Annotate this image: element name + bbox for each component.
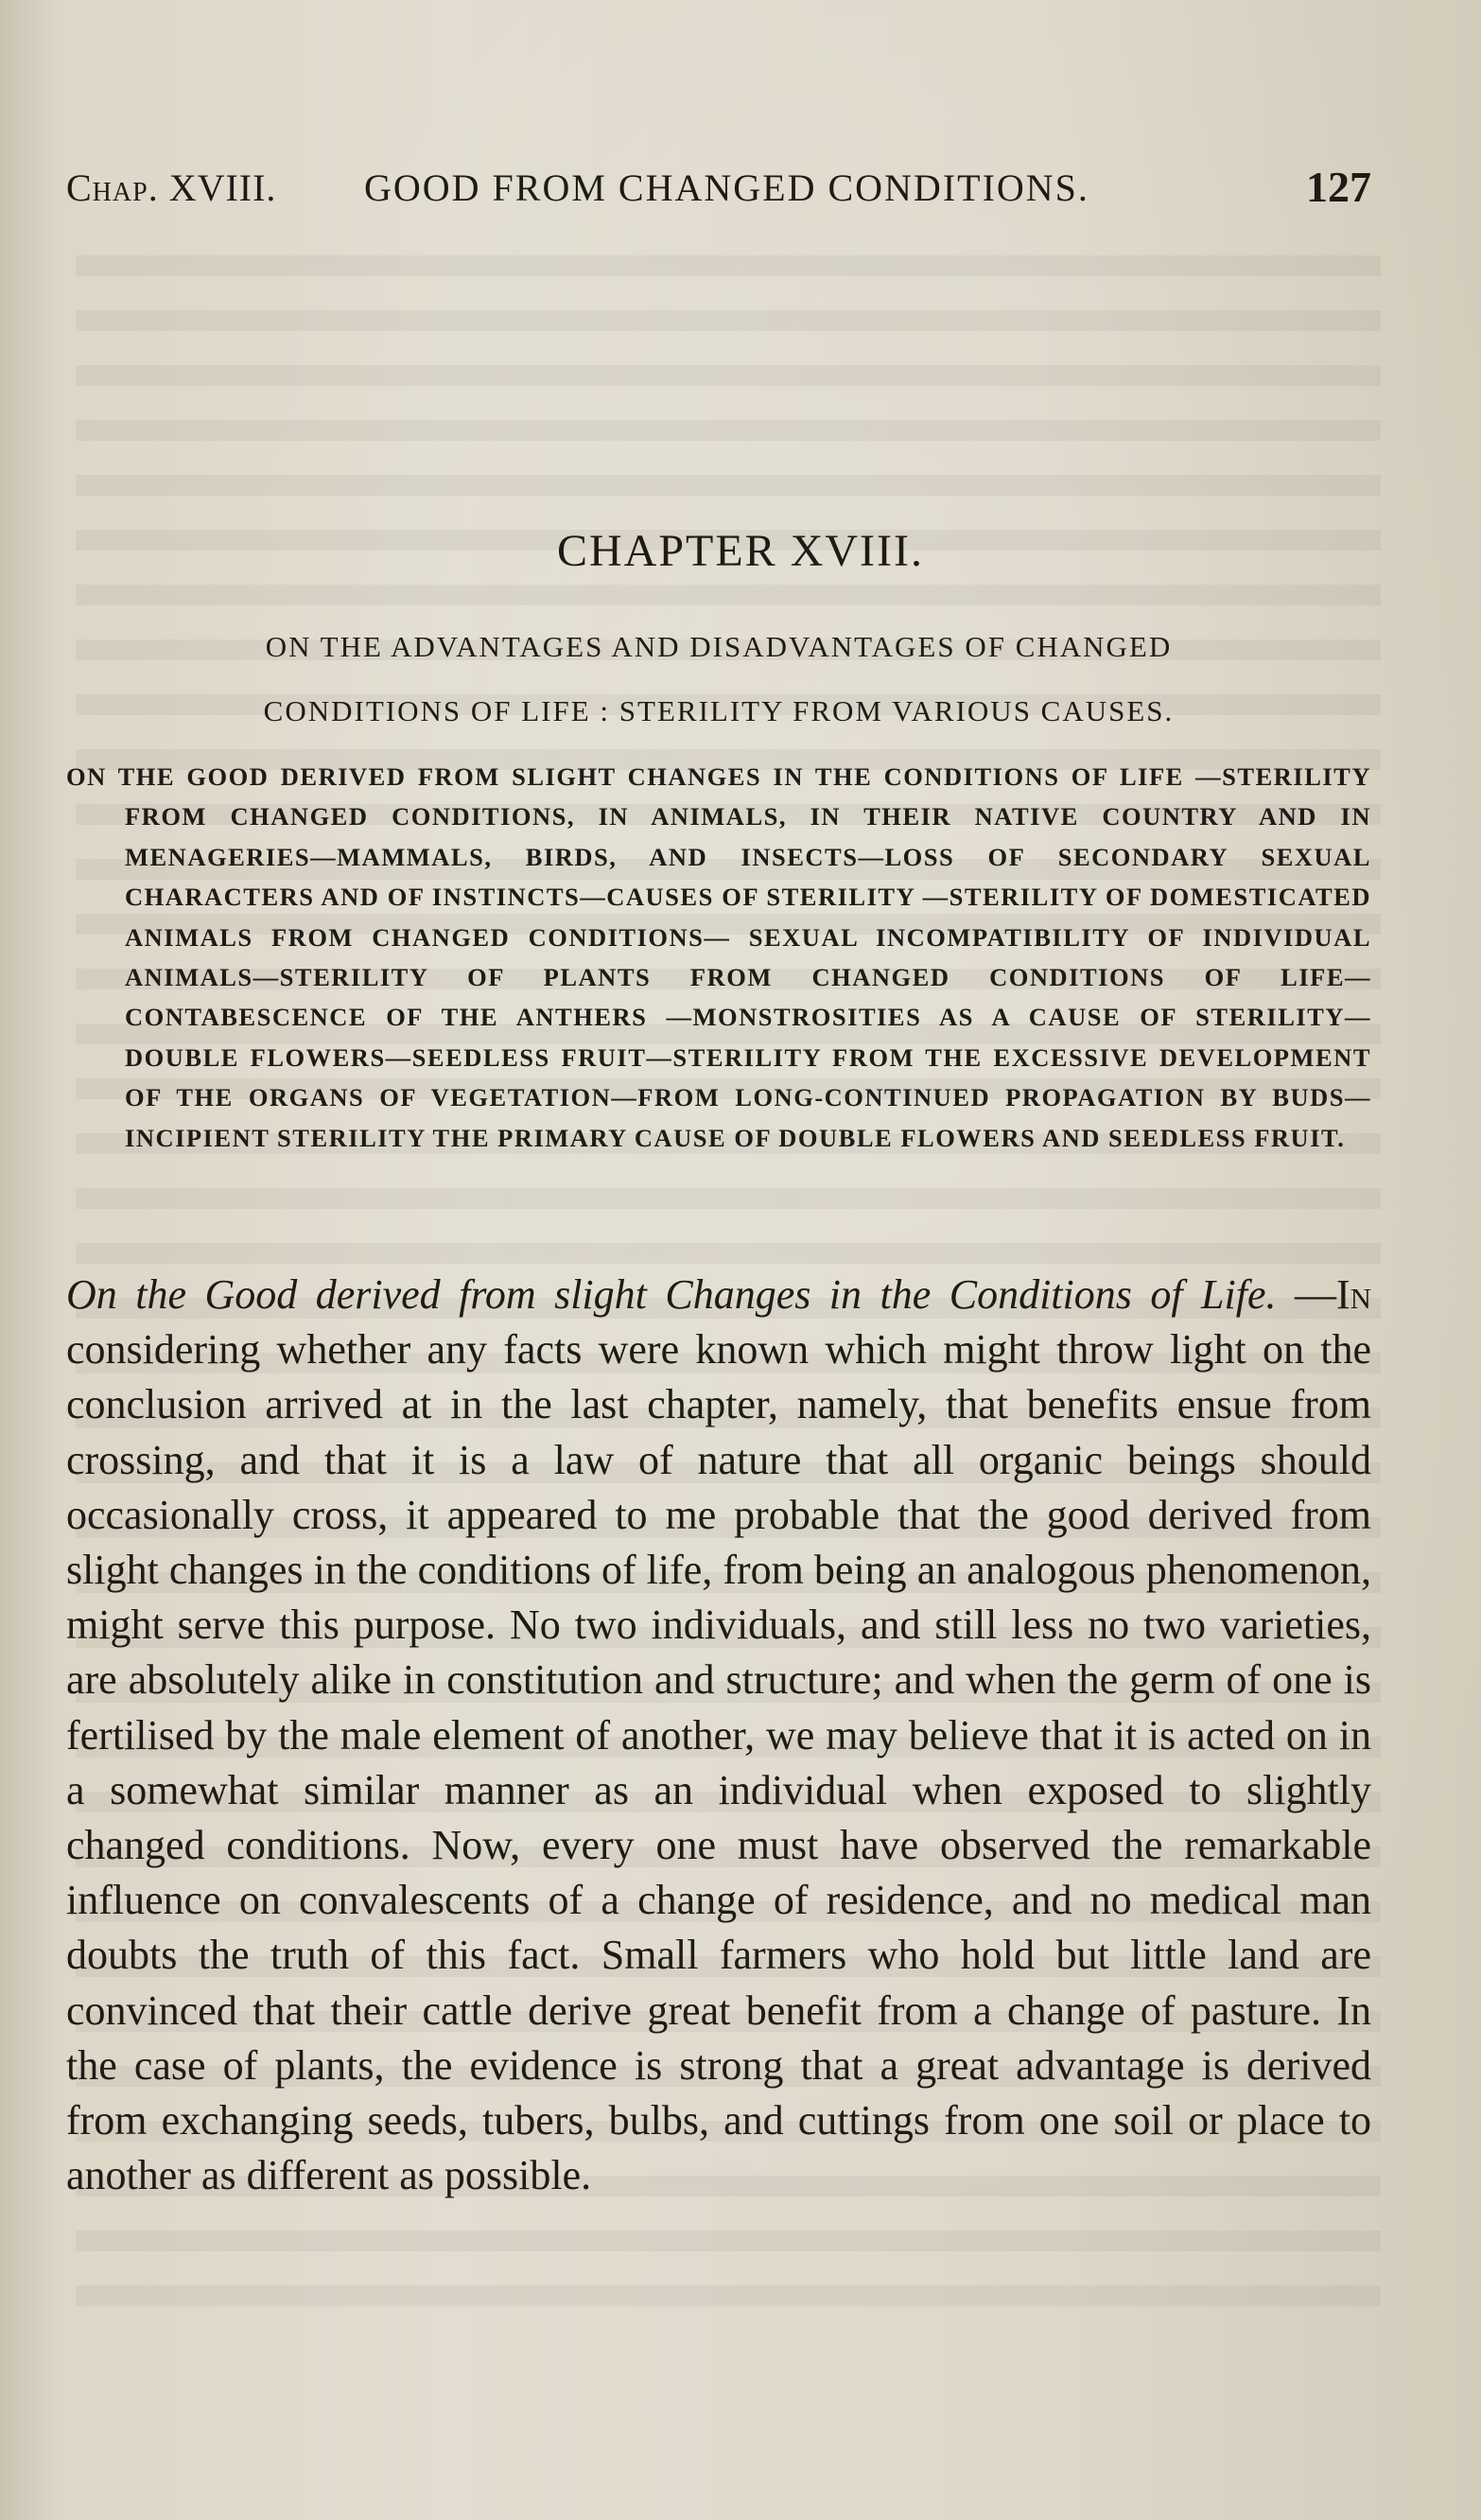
chapter-subtitle-line-1: ON THE ADVANTAGES AND DISADVANTAGES OF CHANGED: [265, 630, 1173, 663]
page-number: 127: [1306, 163, 1371, 211]
chapter-summary: [66, 757, 1371, 1158]
paragraph-text: considering whether any facts were known which might throw light on the conclusion arrived at in the last chapter, namely, that benefits ensue from crossing, and that it is a law of nature that all organic beings should occasionally cross, it appeared to me probable that the good derived from slight changes in the conditions of life, from being an analogous phenomenon, might serve this purpose. No two individuals, and still less no two varieties, are absolutely alike in constitution and structure; and when the germ of one is fertilised by the male element of another, we may believe that it is acted on in a somewhat similar manner as an individual when exposed to slightly changed conditions. Now, every one must have observed the remarkable influence on convalescents of a change of residence, and no medical man doubts the truth of this fact. Small farmers who hold but little land are convinced that their cattle derive great benefit from a change of pasture. In the case of plants, the evidence is strong that a great advantage is derived from exchanging seeds, tubers, bulbs, and cuttings from one soil or place to another as different as possible.: [66, 1326, 1371, 2199]
chapter-subtitle-line-2: CONDITIONS OF LIFE : STERILITY FROM VARIOUS CAUSES.: [263, 694, 1175, 727]
section-dash: —In: [1276, 1271, 1371, 1318]
running-head-chapter: Chap. XVIII.: [66, 166, 277, 209]
chapter-summary-text: ON THE GOOD DERIVED FROM SLIGHT CHANGES IN THE CONDITIONS OF LIFE —STERILITY FROM CHANGED CONDITIONS, IN ANIMALS, IN THEIR NATIVE COUNTRY AND IN MENAGERIES—MAMMALS, BIRDS, AND INSECTS—LOSS OF SECONDARY SEXUAL CHARACTERS AND OF INSTINCTS—CAUSES OF STERILITY —STERILITY OF DOMESTICATED ANIMALS FROM CHANGED CONDITIONS— SEXUAL INCOMPATIBILITY OF INDIVIDUAL ANIMALS—STERILITY OF PLANTS FROM CHANGED CONDITIONS OF LIFE—CONTABESCENCE OF THE ANTHERS —MONSTROSITIES AS A CAUSE OF STERILITY—DOUBLE FLOWERS—SEEDLESS FRUIT—STERILITY FROM THE EXCESSIVE DEVELOPMENT OF THE ORGANS OF VEGETATION—FROM LONG-CONTINUED PROPAGATION BY BUDS—INCIPIENT STERILITY THE PRIMARY CAUSE OF DOUBLE FLOWERS AND SEEDLESS FRUIT.: [66, 762, 1371, 1152]
chapter-subtitle: [66, 615, 1371, 744]
running-head: [66, 163, 1371, 232]
chapter-title: CHAPTER XVIII.: [557, 526, 924, 576]
body-paragraph: [66, 1268, 1371, 2203]
section-heading: On the Good derived from slight Changes in the Conditions of Life.: [66, 1271, 1277, 1318]
running-head-title: GOOD FROM CHANGED CONDITIONS.: [364, 166, 1089, 209]
